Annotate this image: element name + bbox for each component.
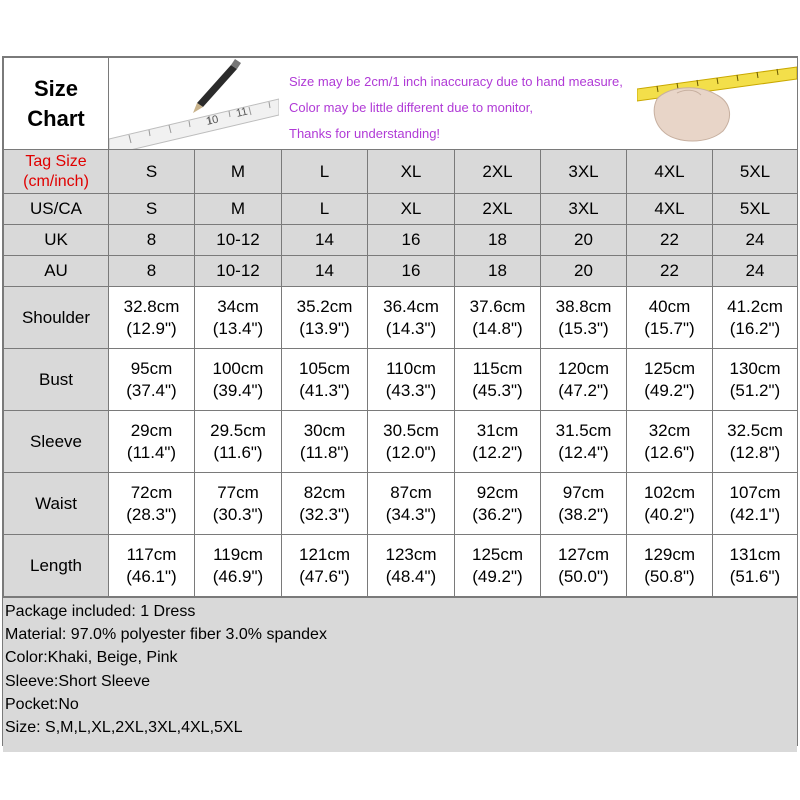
measure-cm: 31.5cm: [555, 420, 612, 440]
measure-cm: 102cm: [643, 482, 696, 502]
measure-inch: (46.1"): [126, 566, 177, 586]
measure-cm: 110cm: [386, 358, 436, 378]
tag-size-cell: L: [282, 150, 368, 194]
measure-inch: (47.6"): [299, 566, 350, 586]
measure-cell: [195, 535, 282, 597]
measure-inch: (49.2"): [644, 380, 695, 400]
measure-row-length: [4, 535, 798, 597]
measure-cm: 129cm: [643, 544, 696, 564]
measure-inch: (30.3"): [212, 504, 264, 524]
size-value-cell: 22: [627, 225, 713, 256]
measure-cell: [195, 411, 282, 473]
measure-cell: [627, 411, 713, 473]
measure-inch: (14.8"): [472, 318, 523, 338]
measure-cm: 82cm: [303, 482, 346, 502]
size-value-cell: 20: [541, 256, 627, 287]
size-value-cell: XL: [368, 194, 455, 225]
tag-size-row: [4, 150, 798, 194]
measure-cell: [541, 473, 627, 535]
size-value-cell: 3XL: [541, 194, 627, 225]
measure-cell: [368, 473, 455, 535]
measure-cm: 127cm: [557, 544, 610, 564]
measure-cell: [541, 411, 627, 473]
size-table: [3, 57, 798, 597]
measure-cell: [455, 349, 541, 411]
measure-cell: [455, 473, 541, 535]
measure-cell: [713, 535, 798, 597]
measure-cm: 130cm: [729, 358, 781, 378]
size-value-cell: 4XL: [627, 194, 713, 225]
measure-cell: [713, 349, 798, 411]
measure-cell: [541, 535, 627, 597]
measure-cell: [282, 287, 368, 349]
measure-cm: 37.6cm: [469, 296, 526, 316]
measure-inch: (36.2"): [472, 504, 523, 524]
measure-label: Bust: [4, 349, 109, 411]
measure-inch: (11.6"): [213, 442, 263, 462]
measure-cm: 30cm: [303, 420, 346, 440]
measure-inch: (12.0"): [385, 442, 437, 462]
measure-inch: (15.7"): [644, 318, 695, 338]
size-value-cell: 14: [282, 256, 368, 287]
title-line-1: Size: [33, 75, 79, 101]
measure-cm: 117cm: [126, 544, 177, 564]
measure-cm: 92cm: [476, 482, 519, 502]
measure-cm: 95cm: [130, 358, 173, 378]
tag-size-cell: S: [109, 150, 195, 194]
measure-cell: [282, 473, 368, 535]
size-value-cell: 2XL: [455, 194, 541, 225]
measure-cell: [109, 349, 195, 411]
measure-inch: (37.4"): [126, 380, 177, 400]
measure-cell: [195, 349, 282, 411]
row-label: AU: [4, 256, 109, 287]
measure-inch: (42.1"): [729, 504, 781, 524]
measure-label: Length: [4, 535, 109, 597]
size-chart: [2, 56, 798, 746]
measure-cell: [368, 535, 455, 597]
measure-cell: [109, 473, 195, 535]
measure-cell: [627, 535, 713, 597]
measure-cell: [713, 473, 798, 535]
banner: [109, 59, 797, 149]
measure-cm: 97cm: [562, 482, 605, 502]
measure-inch: (46.9"): [212, 566, 264, 586]
measure-inch: (50.0"): [558, 566, 609, 586]
tag-size-cell: 4XL: [627, 150, 713, 194]
measure-inch: (11.4"): [126, 442, 177, 462]
info-material: Material: 97.0% polyester fiber 3.0% spandex: [5, 626, 327, 644]
tag-size-cell: XL: [368, 150, 455, 194]
measure-cm: 29cm: [130, 420, 173, 440]
measure-cell: [109, 287, 195, 349]
measure-cm: 32cm: [648, 420, 691, 440]
size-row-uk: [4, 225, 798, 256]
measure-row-shoulder: [4, 287, 798, 349]
measure-cell: [282, 411, 368, 473]
measure-cell: [368, 349, 455, 411]
measure-cm: 115cm: [472, 358, 523, 378]
measure-cm: 119cm: [213, 544, 263, 564]
measure-row-bust: [4, 349, 798, 411]
size-value-cell: 20: [541, 225, 627, 256]
size-chart-title: [4, 58, 109, 150]
measure-cell: [627, 287, 713, 349]
size-value-cell: 5XL: [713, 194, 798, 225]
measure-cell: [627, 349, 713, 411]
tag-size-cell: 5XL: [713, 150, 798, 194]
info-package: Package included: 1 Dress: [5, 603, 196, 620]
measure-inch: (38.2"): [558, 504, 609, 524]
product-info: [3, 597, 797, 752]
measure-inch: (28.3"): [126, 504, 177, 524]
banner-cell: [109, 58, 798, 150]
measure-inch: (34.3"): [385, 504, 437, 524]
measure-cm: 100cm: [212, 358, 264, 378]
size-value-cell: M: [195, 194, 282, 225]
measure-inch: (12.9"): [126, 318, 177, 338]
measure-row-waist: [4, 473, 798, 535]
note-thanks: Thanks for understanding!: [289, 125, 441, 141]
measure-label: Sleeve: [4, 411, 109, 473]
measure-row-sleeve: [4, 411, 798, 473]
ruler-number-10: 10: [204, 112, 220, 128]
measure-inch: (50.8"): [644, 566, 695, 586]
measure-inch: (11.8"): [299, 442, 350, 462]
measure-cell: [627, 473, 713, 535]
measure-cm: 35.2cm: [296, 296, 353, 316]
measure-cell: [541, 349, 627, 411]
measure-label: Shoulder: [4, 287, 109, 349]
measure-cell: [713, 411, 798, 473]
measure-cm: 41.2cm: [727, 296, 783, 316]
measure-cm: 40cm: [648, 296, 691, 316]
row-label: UK: [4, 225, 109, 256]
measure-cell: [455, 411, 541, 473]
measure-cm: 121cm: [298, 544, 351, 564]
measure-cell: [282, 535, 368, 597]
tag-size-cell: 2XL: [455, 150, 541, 194]
measure-cell: [368, 287, 455, 349]
measure-inch: (12.2"): [472, 442, 523, 462]
measure-inch: (12.6"): [644, 442, 695, 462]
size-value-cell: 8: [109, 256, 195, 287]
measure-inch: (51.2"): [729, 380, 781, 400]
info-sleeve: Sleeve:Short Sleeve: [5, 672, 150, 690]
measure-cell: [195, 287, 282, 349]
tag-size-label: [4, 150, 109, 194]
measure-cm: 87cm: [390, 482, 432, 502]
measure-cell: [109, 411, 195, 473]
ruler-number-11: 11: [234, 105, 249, 120]
measure-cm: 34cm: [217, 296, 259, 316]
size-value-cell: 16: [368, 225, 455, 256]
size-value-cell: 22: [627, 256, 713, 287]
measure-cm: 123cm: [385, 544, 437, 564]
measure-cm: 32.8cm: [123, 296, 180, 316]
note-color: Color may be little different due to monitor,: [289, 99, 533, 115]
measure-inch: (40.2"): [644, 504, 695, 524]
size-value-cell: 10-12: [195, 225, 282, 256]
measure-inch: (16.2"): [729, 318, 781, 338]
measure-inch: (14.3"): [385, 318, 437, 338]
tape-measure-hand-illustration: [637, 59, 797, 149]
note-inaccuracy: Size may be 2cm/1 inch inaccuracy due to hand measure,: [289, 73, 623, 89]
tag-size-cell: M: [195, 150, 282, 194]
measure-inch: (15.3"): [558, 318, 609, 338]
size-value-cell: 16: [368, 256, 455, 287]
measure-cell: [455, 287, 541, 349]
measure-cm: 77cm: [217, 482, 259, 502]
measure-cm: 72cm: [130, 482, 173, 502]
measure-cell: [368, 411, 455, 473]
measure-cm: 105cm: [298, 358, 351, 378]
measure-cm: 125cm: [471, 544, 524, 564]
measure-inch: (13.9"): [299, 318, 350, 338]
size-value-cell: 8: [109, 225, 195, 256]
tag-size-label-line-2: (cm/inch): [23, 172, 89, 190]
measure-inch: (41.3"): [299, 380, 350, 400]
measure-cm: 32.5cm: [727, 420, 783, 440]
tag-size-cell: 3XL: [541, 150, 627, 194]
measure-cm: 30.5cm: [383, 420, 439, 440]
size-value-cell: 18: [455, 256, 541, 287]
ruler-pencil-illustration: [109, 59, 279, 149]
measure-inch: (12.4"): [558, 442, 609, 462]
info-color: Color:Khaki, Beige, Pink: [5, 649, 178, 667]
tag-size-label-line-1: Tag Size: [25, 152, 87, 170]
measure-inch: (51.6"): [729, 566, 781, 586]
size-value-cell: 24: [713, 256, 798, 287]
measure-inch: (48.4"): [385, 566, 437, 586]
measure-inch: (47.2"): [558, 380, 609, 400]
measurement-notes: [289, 69, 623, 147]
info-pocket: Pocket:No: [5, 695, 79, 713]
measure-cm: 31cm: [476, 420, 519, 440]
measure-cell: [713, 287, 798, 349]
measure-inch: (32.3"): [299, 504, 350, 524]
measure-inch: (39.4"): [212, 380, 264, 400]
measure-cm: 125cm: [643, 358, 696, 378]
size-value-cell: L: [282, 194, 368, 225]
size-value-cell: S: [109, 194, 195, 225]
size-value-cell: 24: [713, 225, 798, 256]
measure-cell: [282, 349, 368, 411]
size-value-cell: 14: [282, 225, 368, 256]
measure-cm: 38.8cm: [555, 296, 612, 316]
measure-cm: 120cm: [557, 358, 610, 378]
header-row: [4, 58, 798, 150]
size-value-cell: 10-12: [195, 256, 282, 287]
measure-cell: [195, 473, 282, 535]
measure-inch: (12.8"): [729, 442, 781, 462]
measure-cell: [455, 535, 541, 597]
title-line-2: Chart: [27, 105, 85, 131]
measure-cell: [109, 535, 195, 597]
size-row-us-ca: [4, 194, 798, 225]
info-sizes: Size: S,M,L,XL,2XL,3XL,4XL,5XL: [5, 719, 243, 737]
size-value-cell: 18: [455, 225, 541, 256]
measure-inch: (13.4"): [212, 318, 264, 338]
measure-cell: [541, 287, 627, 349]
measure-inch: (49.2"): [472, 566, 523, 586]
measure-inch: (45.3"): [472, 380, 523, 400]
measure-cm: 29.5cm: [210, 420, 266, 440]
measure-inch: (43.3"): [385, 380, 437, 400]
measure-cm: 107cm: [729, 482, 781, 502]
row-label: US/CA: [4, 194, 109, 225]
measure-label: Waist: [4, 473, 109, 535]
measure-cm: 36.4cm: [383, 296, 439, 316]
size-row-au: [4, 256, 798, 287]
measure-cm: 131cm: [729, 544, 781, 564]
